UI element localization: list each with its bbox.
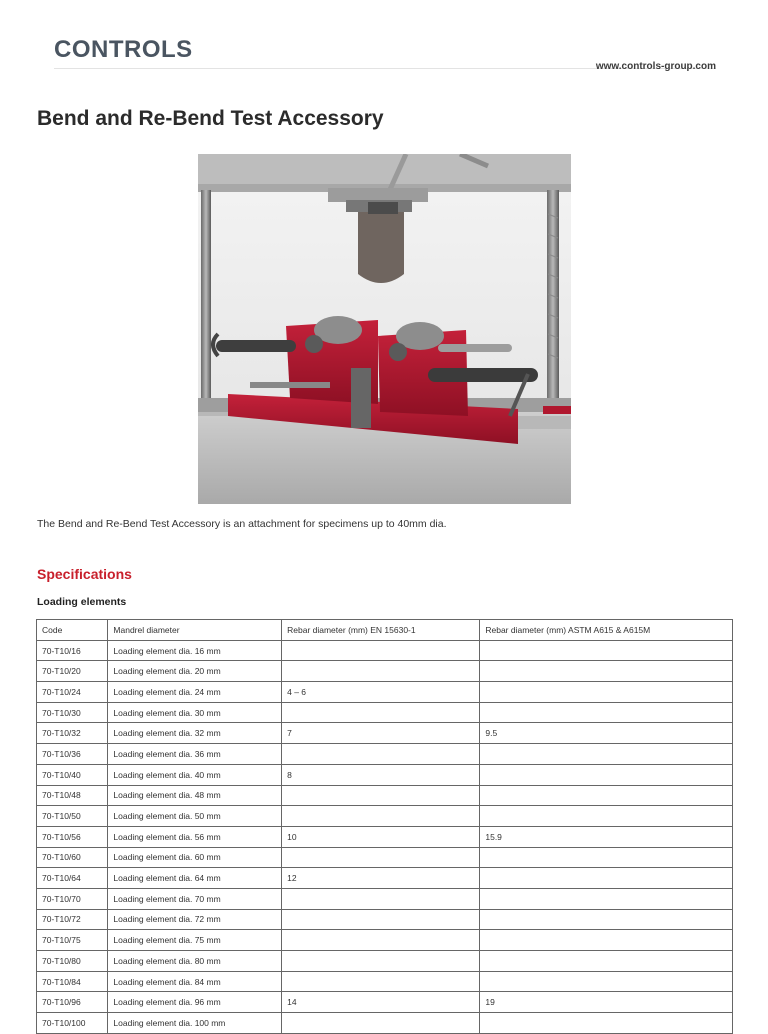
- table-row: [37, 682, 733, 703]
- cell-rebar-astm: [480, 661, 733, 682]
- product-caption: The Bend and Re-Bend Test Accessory is an attachment for specimens up to 40mm dia.: [37, 518, 447, 530]
- cell-rebar-en: [282, 744, 480, 765]
- product-photo: [198, 154, 571, 504]
- cell-code: 70-T10/96: [37, 992, 108, 1013]
- cell-mandrel-diameter: Loading element dia. 50 mm: [108, 806, 282, 827]
- site-url-link[interactable]: www.controls-group.com: [595, 61, 716, 72]
- cell-rebar-astm: [480, 847, 733, 868]
- cell-code: 70-T10/30: [37, 702, 108, 723]
- cell-code: 70-T10/32: [37, 723, 108, 744]
- loading-elements-heading: Loading elements: [37, 596, 127, 608]
- table-row: [37, 1013, 733, 1034]
- cell-code: 70-T10/20: [37, 661, 108, 682]
- table-row: [37, 806, 733, 827]
- cell-mandrel-diameter: Loading element dia. 36 mm: [108, 744, 282, 765]
- cell-rebar-en: [282, 1013, 480, 1034]
- cell-rebar-astm: [480, 785, 733, 806]
- table-row: [37, 951, 733, 972]
- cell-rebar-en: [282, 930, 480, 951]
- table-row: [37, 826, 733, 847]
- table-row: [37, 888, 733, 909]
- cell-rebar-en: 4 – 6: [282, 682, 480, 703]
- cell-rebar-astm: [480, 930, 733, 951]
- cell-rebar-astm: 15.9: [480, 826, 733, 847]
- cell-mandrel-diameter: Loading element dia. 70 mm: [108, 888, 282, 909]
- header-rebar-astm: Rebar diameter (mm) ASTM A615 & A615M: [480, 620, 733, 641]
- cell-rebar-astm: [480, 806, 733, 827]
- cell-mandrel-diameter: Loading element dia. 48 mm: [108, 785, 282, 806]
- cell-rebar-en: [282, 847, 480, 868]
- header-rebar-en: Rebar diameter (mm) EN 15630-1: [282, 620, 480, 641]
- cell-mandrel-diameter: Loading element dia. 80 mm: [108, 951, 282, 972]
- cell-mandrel-diameter: Loading element dia. 20 mm: [108, 661, 282, 682]
- cell-code: 70-T10/50: [37, 806, 108, 827]
- cell-rebar-en: 8: [282, 764, 480, 785]
- cell-rebar-en: [282, 702, 480, 723]
- page-title: Bend and Re-Bend Test Accessory: [37, 107, 384, 130]
- table-row: [37, 661, 733, 682]
- cell-mandrel-diameter: Loading element dia. 24 mm: [108, 682, 282, 703]
- cell-mandrel-diameter: Loading element dia. 72 mm: [108, 909, 282, 930]
- cell-rebar-astm: [480, 971, 733, 992]
- cell-rebar-astm: [480, 682, 733, 703]
- table-row: [37, 702, 733, 723]
- cell-rebar-en: [282, 971, 480, 992]
- cell-code: 70-T10/24: [37, 682, 108, 703]
- cell-mandrel-diameter: Loading element dia. 16 mm: [108, 640, 282, 661]
- table-row: [37, 909, 733, 930]
- cell-code: 70-T10/72: [37, 909, 108, 930]
- cell-rebar-en: 10: [282, 826, 480, 847]
- cell-mandrel-diameter: Loading element dia. 96 mm: [108, 992, 282, 1013]
- cell-mandrel-diameter: Loading element dia. 30 mm: [108, 702, 282, 723]
- cell-code: 70-T10/16: [37, 640, 108, 661]
- cell-code: 70-T10/48: [37, 785, 108, 806]
- controls-logo[interactable]: CONTROLS: [54, 36, 193, 63]
- cell-rebar-en: [282, 951, 480, 972]
- cell-mandrel-diameter: Loading element dia. 75 mm: [108, 930, 282, 951]
- cell-rebar-en: 14: [282, 992, 480, 1013]
- cell-code: 70-T10/64: [37, 868, 108, 889]
- cell-mandrel-diameter: Loading element dia. 40 mm: [108, 764, 282, 785]
- cell-rebar-astm: [480, 1013, 733, 1034]
- cell-mandrel-diameter: Loading element dia. 60 mm: [108, 847, 282, 868]
- cell-rebar-astm: [480, 868, 733, 889]
- table-row: [37, 764, 733, 785]
- table-row: [37, 640, 733, 661]
- cell-rebar-en: 7: [282, 723, 480, 744]
- cell-rebar-astm: [480, 640, 733, 661]
- specifications-heading: Specifications: [37, 566, 132, 582]
- cell-code: 70-T10/75: [37, 930, 108, 951]
- cell-code: 70-T10/100: [37, 1013, 108, 1034]
- cell-rebar-en: [282, 806, 480, 827]
- header-mandrel-diameter: Mandrel diameter: [108, 620, 282, 641]
- table-row: [37, 723, 733, 744]
- cell-rebar-astm: [480, 909, 733, 930]
- cell-rebar-astm: [480, 744, 733, 765]
- cell-mandrel-diameter: Loading element dia. 56 mm: [108, 826, 282, 847]
- cell-rebar-en: 12: [282, 868, 480, 889]
- cell-code: 70-T10/84: [37, 971, 108, 992]
- loading-elements-table: [36, 619, 733, 1034]
- table-row: [37, 868, 733, 889]
- cell-code: 70-T10/60: [37, 847, 108, 868]
- cell-rebar-en: [282, 785, 480, 806]
- cell-rebar-en: [282, 909, 480, 930]
- cell-rebar-en: [282, 640, 480, 661]
- table-body: [37, 640, 733, 1033]
- table-header-row: [37, 620, 733, 641]
- cell-mandrel-diameter: Loading element dia. 64 mm: [108, 868, 282, 889]
- cell-code: 70-T10/36: [37, 744, 108, 765]
- cell-mandrel-diameter: Loading element dia. 84 mm: [108, 971, 282, 992]
- cell-mandrel-diameter: Loading element dia. 100 mm: [108, 1013, 282, 1034]
- cell-mandrel-diameter: Loading element dia. 32 mm: [108, 723, 282, 744]
- bend-test-accessory-image: [198, 154, 571, 504]
- table-row: [37, 785, 733, 806]
- table-row: [37, 992, 733, 1013]
- cell-code: 70-T10/80: [37, 951, 108, 972]
- cell-rebar-astm: 9.5: [480, 723, 733, 744]
- cell-rebar-astm: [480, 764, 733, 785]
- cell-code: 70-T10/40: [37, 764, 108, 785]
- table-row: [37, 847, 733, 868]
- table-row: [37, 744, 733, 765]
- cell-code: 70-T10/56: [37, 826, 108, 847]
- cell-rebar-en: [282, 661, 480, 682]
- table-row: [37, 971, 733, 992]
- table-row: [37, 930, 733, 951]
- cell-rebar-astm: [480, 951, 733, 972]
- cell-rebar-en: [282, 888, 480, 909]
- cell-code: 70-T10/70: [37, 888, 108, 909]
- cell-rebar-astm: [480, 702, 733, 723]
- cell-rebar-astm: 19: [480, 992, 733, 1013]
- cell-rebar-astm: [480, 888, 733, 909]
- header-code: Code: [37, 620, 108, 641]
